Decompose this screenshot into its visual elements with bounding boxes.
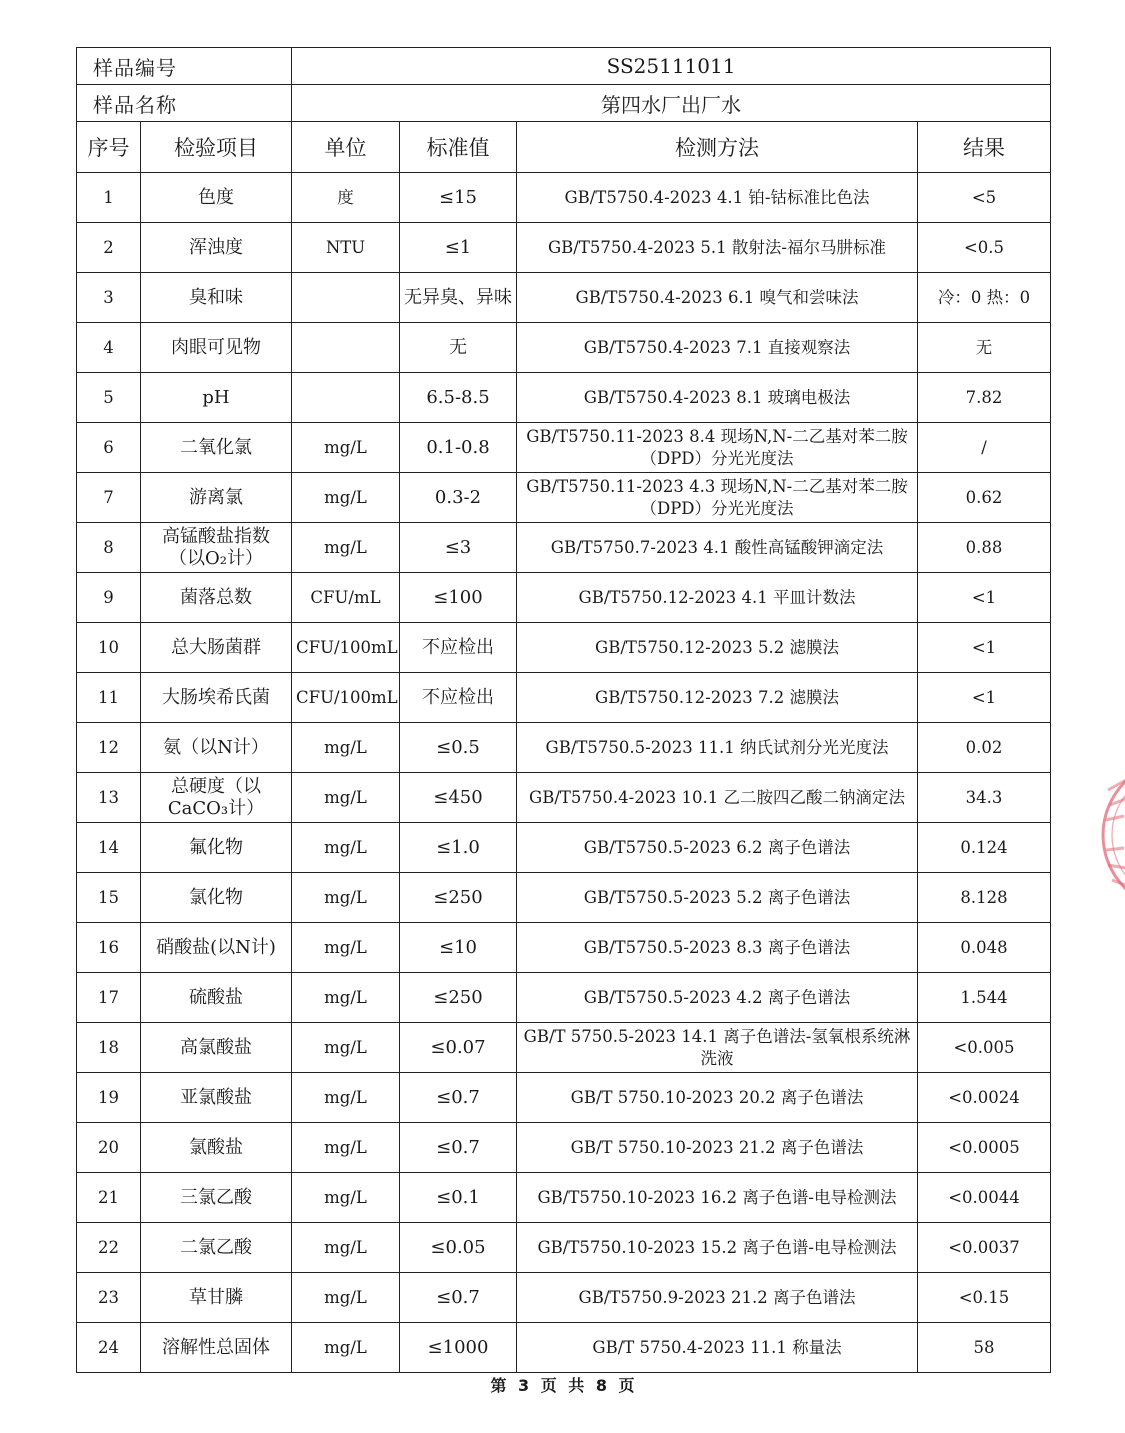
table-row (77, 673, 1051, 723)
row-unit: CFU/100mL (292, 673, 400, 723)
row-method: GB/T5750.4-2023 10.1 乙二胺四乙酸二钠滴定法 (517, 773, 918, 823)
row-result: 0.02 (918, 723, 1051, 773)
table-row (77, 173, 1051, 223)
row-result: / (918, 423, 1051, 473)
row-unit: CFU/100mL (292, 623, 400, 673)
page-footer: 第 3 页 共 8 页 (490, 1376, 635, 1395)
row-method: GB/T5750.11-2023 8.4 现场N,N-二乙基对苯二胺（DPD）分光光度法 (517, 423, 918, 473)
col-header-result: 结果 (918, 122, 1051, 173)
row-std: ≤250 (400, 873, 517, 923)
row-method: GB/T5750.5-2023 8.3 离子色谱法 (517, 923, 918, 973)
row-result: <0.15 (918, 1273, 1051, 1323)
row-unit: NTU (292, 223, 400, 273)
row-name: 二氧化氯 (141, 423, 292, 473)
row-result: <0.0005 (918, 1123, 1051, 1173)
table-row (77, 823, 1051, 873)
row-std: 无异臭、异味 (400, 273, 517, 323)
row-result: 34.3 (918, 773, 1051, 823)
row-result: <1 (918, 623, 1051, 673)
row-std: 无 (400, 323, 517, 373)
row-result: 58 (918, 1323, 1051, 1373)
row-name: 总大肠菌群 (141, 623, 292, 673)
col-header-no: 序号 (77, 122, 141, 173)
table-row (77, 1123, 1051, 1173)
table-row (77, 1023, 1051, 1073)
row-no: 19 (77, 1073, 141, 1123)
row-result: 0.124 (918, 823, 1051, 873)
table-row (77, 1223, 1051, 1273)
row-name: 氯化物 (141, 873, 292, 923)
row-no: 22 (77, 1223, 141, 1273)
row-no: 17 (77, 973, 141, 1023)
row-method: GB/T5750.7-2023 4.1 酸性高锰酸钾滴定法 (517, 523, 918, 573)
row-result: <0.0037 (918, 1223, 1051, 1273)
row-result: 无 (918, 323, 1051, 373)
row-method: GB/T5750.10-2023 16.2 离子色谱-电导检测法 (517, 1173, 918, 1223)
row-unit: mg/L (292, 823, 400, 873)
table-row (77, 923, 1051, 973)
row-name: 溶解性总固体 (141, 1323, 292, 1373)
row-method: GB/T5750.12-2023 5.2 滤膜法 (517, 623, 918, 673)
row-name: 高锰酸盐指数（以O₂计） (141, 523, 292, 573)
row-unit (292, 373, 400, 423)
row-name: 三氯乙酸 (141, 1173, 292, 1223)
table-row (77, 223, 1051, 273)
sample-id-label: 样品编号 (77, 48, 292, 85)
row-unit: mg/L (292, 1123, 400, 1173)
row-method: GB/T5750.5-2023 4.2 离子色谱法 (517, 973, 918, 1023)
row-unit (292, 273, 400, 323)
table-row (77, 473, 1051, 523)
row-std: ≤450 (400, 773, 517, 823)
row-name: 菌落总数 (141, 573, 292, 623)
row-no: 11 (77, 673, 141, 723)
sample-id-row (77, 48, 1051, 85)
row-std: ≤0.7 (400, 1073, 517, 1123)
row-name: 臭和味 (141, 273, 292, 323)
row-no: 14 (77, 823, 141, 873)
row-no: 6 (77, 423, 141, 473)
row-name: 总硬度（以CaCO₃计） (141, 773, 292, 823)
col-header-method: 检测方法 (517, 122, 918, 173)
row-no: 10 (77, 623, 141, 673)
row-no: 4 (77, 323, 141, 373)
row-std: ≤0.7 (400, 1273, 517, 1323)
col-header-item: 检验项目 (141, 122, 292, 173)
row-result: <0.5 (918, 223, 1051, 273)
test-results-table (76, 47, 1051, 1373)
table-row (77, 623, 1051, 673)
row-unit: mg/L (292, 973, 400, 1023)
row-method: GB/T5750.5-2023 5.2 离子色谱法 (517, 873, 918, 923)
row-no: 24 (77, 1323, 141, 1373)
row-name: 高氯酸盐 (141, 1023, 292, 1073)
row-result: 冷：0 热：0 (918, 273, 1051, 323)
row-method: GB/T5750.12-2023 7.2 滤膜法 (517, 673, 918, 723)
row-std: 0.1-0.8 (400, 423, 517, 473)
sample-name-label: 样品名称 (77, 85, 292, 122)
table-row (77, 873, 1051, 923)
row-unit: mg/L (292, 873, 400, 923)
table-row (77, 1073, 1051, 1123)
row-method: GB/T 5750.10-2023 21.2 离子色谱法 (517, 1123, 918, 1173)
row-method: GB/T5750.4-2023 6.1 嗅气和尝味法 (517, 273, 918, 323)
row-no: 7 (77, 473, 141, 523)
row-result: <0.005 (918, 1023, 1051, 1073)
sample-name-value: 第四水厂出厂水 (292, 85, 1051, 122)
row-result: 0.048 (918, 923, 1051, 973)
row-name: pH (141, 373, 292, 423)
col-header-standard: 标准值 (400, 122, 517, 173)
row-no: 16 (77, 923, 141, 973)
row-no: 2 (77, 223, 141, 273)
row-std: ≤0.07 (400, 1023, 517, 1073)
row-std: ≤1.0 (400, 823, 517, 873)
row-no: 15 (77, 873, 141, 923)
table-row (77, 273, 1051, 323)
table-row (77, 373, 1051, 423)
row-no: 9 (77, 573, 141, 623)
row-method: GB/T5750.5-2023 6.2 离子色谱法 (517, 823, 918, 873)
row-name: 硝酸盐(以N计) (141, 923, 292, 973)
row-std: 0.3-2 (400, 473, 517, 523)
table-row (77, 523, 1051, 573)
row-name: 氟化物 (141, 823, 292, 873)
table-row (77, 1323, 1051, 1373)
row-unit: mg/L (292, 1273, 400, 1323)
row-method: GB/T5750.9-2023 21.2 离子色谱法 (517, 1273, 918, 1323)
row-result: <0.0044 (918, 1173, 1051, 1223)
row-name: 氯酸盐 (141, 1123, 292, 1173)
row-unit: mg/L (292, 1173, 400, 1223)
row-result: 1.544 (918, 973, 1051, 1023)
row-no: 13 (77, 773, 141, 823)
row-method: GB/T 5750.10-2023 20.2 离子色谱法 (517, 1073, 918, 1123)
row-method: GB/T5750.4-2023 7.1 直接观察法 (517, 323, 918, 373)
row-std: ≤0.05 (400, 1223, 517, 1273)
col-header-unit: 单位 (292, 122, 400, 173)
red-seal-stamp (1098, 750, 1125, 920)
table-row (77, 323, 1051, 373)
row-unit: mg/L (292, 523, 400, 573)
row-no: 21 (77, 1173, 141, 1223)
row-std: ≤10 (400, 923, 517, 973)
sample-id-value: SS25111011 (292, 48, 1051, 85)
table-row (77, 1273, 1051, 1323)
row-no: 1 (77, 173, 141, 223)
row-std: ≤1000 (400, 1323, 517, 1373)
row-name: 大肠埃希氏菌 (141, 673, 292, 723)
row-name: 浑浊度 (141, 223, 292, 273)
row-std: ≤3 (400, 523, 517, 573)
row-std: ≤0.7 (400, 1123, 517, 1173)
row-no: 18 (77, 1023, 141, 1073)
row-name: 氨（以N计） (141, 723, 292, 773)
row-result: 0.62 (918, 473, 1051, 523)
row-method: GB/T5750.11-2023 4.3 现场N,N-二乙基对苯二胺（DPD）分光光度法 (517, 473, 918, 523)
row-method: GB/T5750.4-2023 8.1 玻璃电极法 (517, 373, 918, 423)
row-result: <5 (918, 173, 1051, 223)
row-std: ≤0.5 (400, 723, 517, 773)
row-result: <0.0024 (918, 1073, 1051, 1123)
row-unit: CFU/mL (292, 573, 400, 623)
row-result: 7.82 (918, 373, 1051, 423)
row-method: GB/T5750.4-2023 5.1 散射法-福尔马肼标准 (517, 223, 918, 273)
table-row (77, 1173, 1051, 1223)
row-unit: mg/L (292, 923, 400, 973)
row-unit: mg/L (292, 773, 400, 823)
table-row (77, 573, 1051, 623)
table-row (77, 773, 1051, 823)
row-name: 硫酸盐 (141, 973, 292, 1023)
table-row (77, 423, 1051, 473)
row-method: GB/T 5750.4-2023 11.1 称量法 (517, 1323, 918, 1373)
row-unit: 度 (292, 173, 400, 223)
row-method: GB/T 5750.5-2023 14.1 离子色谱法-氢氧根系统淋洗液 (517, 1023, 918, 1073)
row-method: GB/T5750.4-2023 4.1 铂-钴标准比色法 (517, 173, 918, 223)
row-result: <1 (918, 673, 1051, 723)
row-std: ≤100 (400, 573, 517, 623)
result-rows (77, 173, 1051, 1373)
row-result: <1 (918, 573, 1051, 623)
row-method: GB/T5750.12-2023 4.1 平皿计数法 (517, 573, 918, 623)
row-no: 23 (77, 1273, 141, 1323)
row-no: 3 (77, 273, 141, 323)
row-unit: mg/L (292, 1223, 400, 1273)
row-unit: mg/L (292, 473, 400, 523)
table-row (77, 723, 1051, 773)
row-no: 20 (77, 1123, 141, 1173)
row-unit (292, 323, 400, 373)
row-name: 二氯乙酸 (141, 1223, 292, 1273)
row-method: GB/T5750.5-2023 11.1 纳氏试剂分光光度法 (517, 723, 918, 773)
row-name: 游离氯 (141, 473, 292, 523)
row-result: 8.128 (918, 873, 1051, 923)
row-name: 草甘膦 (141, 1273, 292, 1323)
row-result: 0.88 (918, 523, 1051, 573)
row-std: 不应检出 (400, 623, 517, 673)
row-no: 12 (77, 723, 141, 773)
row-std: ≤1 (400, 223, 517, 273)
row-unit: mg/L (292, 1073, 400, 1123)
row-method: GB/T5750.10-2023 15.2 离子色谱-电导检测法 (517, 1223, 918, 1273)
column-header-row (77, 122, 1051, 173)
row-unit: mg/L (292, 1323, 400, 1373)
row-no: 5 (77, 373, 141, 423)
row-std: ≤250 (400, 973, 517, 1023)
table-row (77, 973, 1051, 1023)
sample-name-row (77, 85, 1051, 122)
row-no: 8 (77, 523, 141, 573)
row-std: 6.5-8.5 (400, 373, 517, 423)
row-name: 肉眼可见物 (141, 323, 292, 373)
row-unit: mg/L (292, 723, 400, 773)
row-name: 亚氯酸盐 (141, 1073, 292, 1123)
row-unit: mg/L (292, 1023, 400, 1073)
row-unit: mg/L (292, 423, 400, 473)
row-std: 不应检出 (400, 673, 517, 723)
row-std: ≤0.1 (400, 1173, 517, 1223)
row-name: 色度 (141, 173, 292, 223)
row-std: ≤15 (400, 173, 517, 223)
